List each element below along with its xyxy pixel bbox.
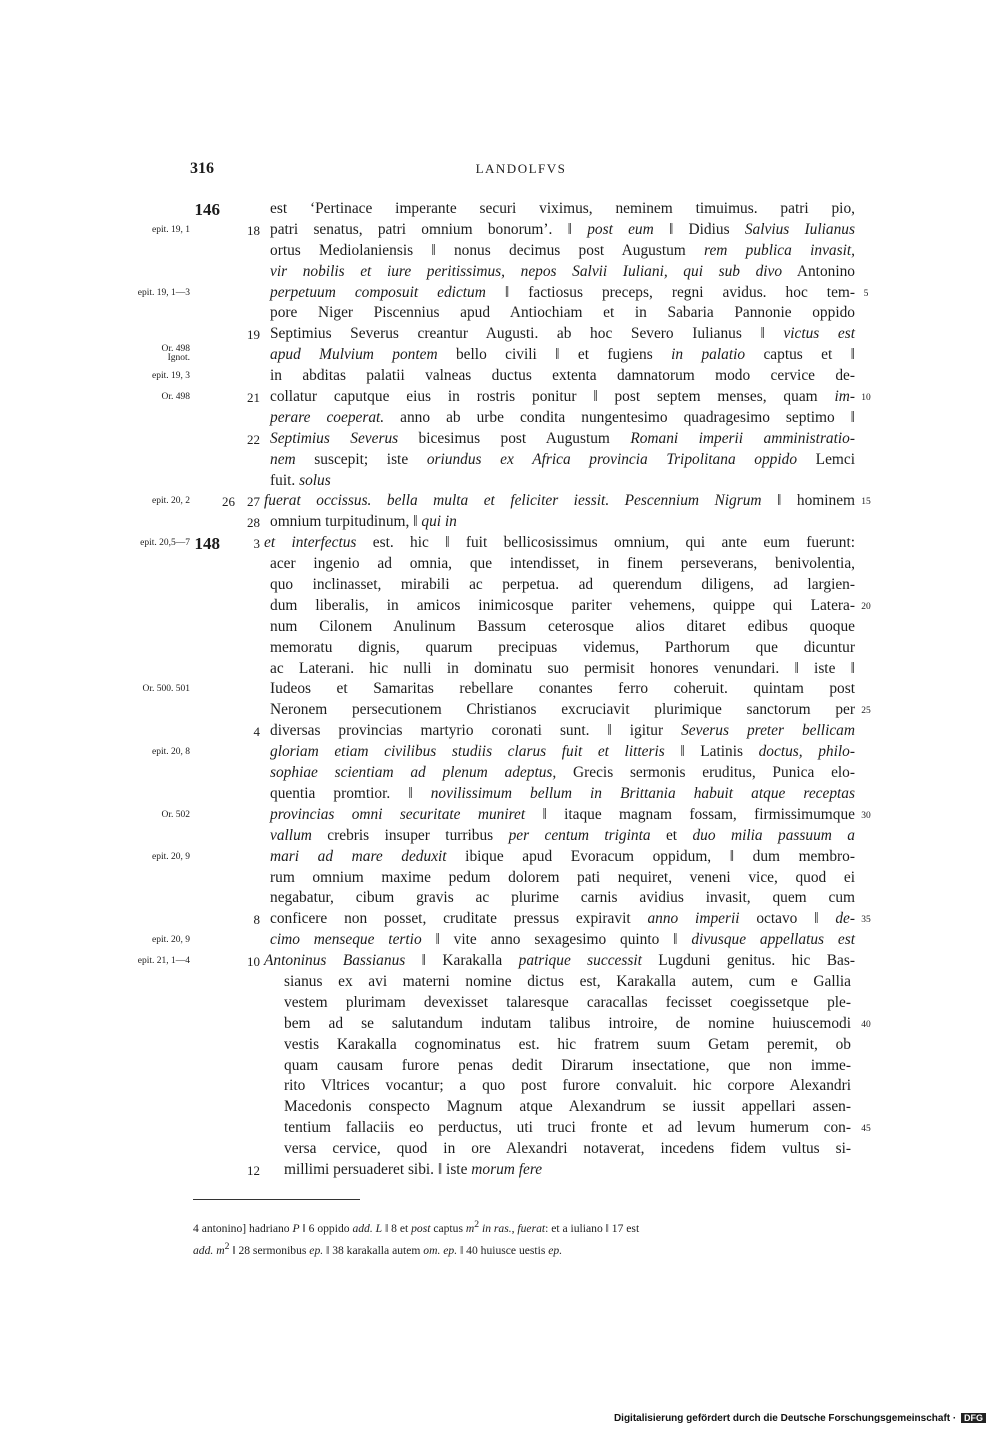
line-number: 30 <box>861 810 871 821</box>
text-line <box>0 930 1000 951</box>
verse-number: 3 <box>253 536 260 552</box>
margin-reference-line: Ignot. <box>167 353 190 364</box>
text-line <box>0 471 1000 492</box>
text-line <box>0 721 1000 742</box>
text-line-content: perare coeperat. anno ab urbe condita nungentesimo quadragesimo septimo ‖ <box>270 408 855 426</box>
text-line <box>0 1014 1000 1035</box>
text-line-content: in abditas palatii valneas ductus extenta damnatorum modo cervice de- <box>270 367 855 385</box>
apparatus-line: 4 antonino] hadriano P ‖ 6 oppido add. L ‖ 8 et post captus $m^2$ in ras., fuerat: et a iuliano ‖ 17 est <box>193 1219 640 1235</box>
running-title: LANDOLFVS <box>475 161 567 176</box>
text-line-content: sophiae scientiam ad plenum adeptus, Grecis sermonis eruditus, Punica elo- <box>270 764 855 782</box>
text-line-content: ortus Mediolaniensis ‖ nonus decimus post Augustum rem publica invasit, <box>270 241 855 259</box>
text-line-content: tentium fallaciis eo perductus, uti truci fronte et ad levum humerum con- <box>284 1119 851 1137</box>
text-line <box>0 1076 1000 1097</box>
text-line <box>0 512 1000 533</box>
main-text <box>0 199 1000 1181</box>
text-line-content: gloriam etiam civilibus studiis clarus fuit et litteris ‖ Latinis doctus, philo- <box>270 743 855 761</box>
line-number: 40 <box>861 1019 871 1030</box>
text-line <box>0 784 1000 805</box>
text-line-content: perpetuum composuit edictum ‖ factiosus preceps, regni avidus. hoc tem- <box>270 283 856 301</box>
text-line <box>0 638 1000 659</box>
text-line <box>0 972 1000 993</box>
page-header <box>190 160 852 182</box>
text-line-content: dum liberalis, in amicos inimicosque pariter vehemens, quippe qui Latera- <box>270 596 855 614</box>
text-line-content: diversas provincias martyrio coronati sunt. ‖ igitur Severus preter bellicam <box>270 722 855 740</box>
margin-reference: Or. 502 <box>161 809 190 820</box>
text-line <box>0 617 1000 638</box>
verse-number: 4 <box>253 724 260 740</box>
margin-reference: epit. 20, 9 <box>152 935 190 946</box>
text-line-content: cimo menseque tertio ‖ vite anno sexagesimo quinto ‖ divusque appellatus est <box>270 931 855 949</box>
text-line <box>0 826 1000 847</box>
text-line <box>0 1035 1000 1056</box>
verse-number: 28 <box>247 515 260 531</box>
text-line <box>0 283 1000 304</box>
text-line <box>0 1097 1000 1118</box>
funding-footer <box>614 1413 986 1424</box>
text-line-content: vestem plurimam devexisset talaresque caracallas fecisset coegissetque ple- <box>284 993 851 1011</box>
text-line-content: rito Vltrices vocantur; a quo post furore convaluit. hic corpore Alexandri <box>284 1077 851 1095</box>
margin-reference: epit. 20,5—7 <box>140 538 190 549</box>
apparatus-rule <box>193 1199 360 1200</box>
text-line-content: Iudeos et Samaritas rebellare conantes ferro coheruit. quintam post <box>270 680 855 698</box>
margin-reference: epit. 19, 3 <box>152 371 190 382</box>
text-line <box>0 575 1000 596</box>
text-line <box>0 324 1000 345</box>
text-line-content: provincias omni securitate muniret ‖ itaque magnam fossam, firmissimumque <box>270 805 855 823</box>
line-number: 25 <box>861 706 871 717</box>
line-number: 20 <box>861 601 871 612</box>
verse-number: 8 <box>253 912 260 928</box>
margin-reference: epit. 20, 8 <box>152 747 190 758</box>
text-line <box>0 387 1000 408</box>
text-line-content: ac Laterani. hic nulli in dominatu suo permisit honores venundari. ‖ iste ‖ <box>270 659 855 677</box>
page-number: 316 <box>190 160 214 177</box>
text-line <box>0 366 1000 387</box>
text-line <box>0 847 1000 868</box>
margin-reference-line: Or. 498 <box>161 344 190 355</box>
text-line <box>0 596 1000 617</box>
text-line <box>0 303 1000 324</box>
text-line <box>0 220 1000 241</box>
text-line-content: Septimius Severus bicesimus post Augustum Romani imperii amministratio- <box>270 429 856 447</box>
text-line <box>0 993 1000 1014</box>
text-line-content: quam causam furore penas dedit Dirarum insectatione, que non imme- <box>284 1056 851 1074</box>
text-line-content: versa cervice, quod in ore Alexandri notaverat, incedens fidem vultus si- <box>284 1140 851 1158</box>
text-line <box>0 700 1000 721</box>
text-line <box>0 909 1000 930</box>
text-line-content: bem ad se salutandum indutam talibus introire, de nomine huiuscemodi <box>284 1014 851 1032</box>
text-line <box>0 554 1000 575</box>
text-line-content: fuerat occissus. bella multa et feliciter iessit. Pescennium Nigrum ‖ hominem <box>264 492 856 510</box>
text-line-content: Septimius Severus creantur Augusti. ab hoc Severo Iulianus ‖ victus est <box>270 325 856 343</box>
margin-reference <box>110 345 190 363</box>
text-line-content: et interfectus est. hic ‖ fuit bellicosissimus omnium, qui ante eum fuerunt: <box>264 534 855 552</box>
text-line-content: Neronem persecutionem Christianos excruciavit plurimique sanctorum per <box>270 701 855 719</box>
text-line <box>0 491 1000 512</box>
dfg-logo: DFG <box>961 1413 986 1423</box>
margin-reference: epit. 19, 1 <box>152 224 190 235</box>
apparatus-line: add. $m^2$ ‖ 28 sermonibus ep. ‖ 38 karakalla autem om. ep. ‖ 40 huiusce uestis ep. <box>193 1240 563 1257</box>
text-line <box>0 868 1000 889</box>
verse-number: 10 <box>247 954 260 970</box>
margin-reference: epit. 20, 2 <box>152 496 190 507</box>
text-line-content: conficere non posset, cruditate pressus expiravit anno imperii octavo ‖ de- <box>270 910 856 928</box>
text-line <box>0 1118 1000 1139</box>
text-line-content: mari ad mare deduxit ibique apud Evoracum oppidum, ‖ dum membro- <box>270 847 855 865</box>
verse-number: 21 <box>247 390 260 406</box>
text-line-content: Macedonis conspecto Magnum atque Alexandrum se iussit appellari assen- <box>284 1098 851 1116</box>
chapter-number: 146 <box>194 200 220 219</box>
text-line <box>0 533 1000 554</box>
text-line-content: rum omnium maxime pedum dolorem pati nequiret, veneni vice, quod ei <box>270 868 855 886</box>
text-line-content: fuit. solus <box>270 471 331 489</box>
text-line <box>0 679 1000 700</box>
text-line <box>0 951 1000 972</box>
text-line-content: vestis Karakalla cognominatus est. hic fratrem suum Getam peremit, ob <box>284 1035 851 1053</box>
text-line <box>0 659 1000 680</box>
text-line <box>0 429 1000 450</box>
margin-reference: epit. 21, 1—4 <box>137 956 190 967</box>
text-line-content: negabatur, cibum gravis ac plurime carnis avidius invasit, quem cum <box>270 889 855 907</box>
column-number: 26 <box>222 494 235 510</box>
text-line-content: vallum crebris insuper turribus per centum triginta et duo milia passuum a <box>270 826 856 844</box>
text-line-content: omnium turpitudinum, ‖ qui in <box>270 513 457 531</box>
critical-apparatus <box>193 1216 855 1260</box>
text-line-content: collatur caputque eius in rostris ponitur ‖ post septem menses, quam im- <box>270 388 855 406</box>
text-line <box>0 763 1000 784</box>
margin-reference: epit. 20, 9 <box>152 851 190 862</box>
text-line <box>0 1139 1000 1160</box>
line-number: 35 <box>861 915 871 926</box>
line-number: 10 <box>861 393 871 404</box>
text-line-content: quentia promtior. ‖ novilissimum bellum in Brittania habuit atque receptas <box>270 784 855 802</box>
text-line <box>0 345 1000 366</box>
line-number: 15 <box>861 497 871 508</box>
text-line-content: sianus ex avi materni nomine dictus est, Karakalla autem, cum e Gallia <box>284 972 851 990</box>
text-line <box>0 888 1000 909</box>
funding-text: Digitalisierung gefördert durch die Deutsche Forschungsgemeinschaft · <box>613 1413 957 1424</box>
text-line <box>0 805 1000 826</box>
text-line-content: nem suscepit; iste oriundus ex Africa provincia Tripolitana oppido Lemci <box>270 450 855 468</box>
text-line-content: patri senatus, patri omnium bonorum’. ‖ post eum ‖ Didius Salvius Iulianus <box>270 220 855 238</box>
text-line <box>0 241 1000 262</box>
text-line-content: Antoninus Bassianus ‖ Karakalla patrique successit Lugduni genitus. hic Bas- <box>264 952 855 970</box>
margin-reference: epit. 19, 1—3 <box>137 287 190 298</box>
verse-number: 27 <box>247 494 260 510</box>
text-line <box>0 742 1000 763</box>
margin-reference: Or. 498 <box>161 392 190 403</box>
text-line-content: acer ingenio ad omnia, que intendisset, in finem perseverans, benivolentia, <box>270 555 855 573</box>
text-line-content: quo inclinasset, mirabili ac perpetua. ad querendum diligens, ad largien- <box>270 576 855 594</box>
text-line <box>0 408 1000 429</box>
verse-number: 22 <box>247 431 260 447</box>
text-line-content: vir nobilis et iure peritissimus, nepos Salvii Iuliani, qui sub divo Antonino <box>270 262 855 280</box>
text-line-content: pore Niger Piscennius apud Antiochiam et in Sabaria Pannonie oppido <box>270 304 855 322</box>
margin-reference: Or. 500. 501 <box>142 684 190 695</box>
line-number: 45 <box>861 1124 871 1135</box>
verse-number: 19 <box>247 327 260 343</box>
text-line <box>0 450 1000 471</box>
line-number: 5 <box>863 288 869 299</box>
text-line <box>0 199 1000 220</box>
verse-number: 18 <box>247 222 260 238</box>
text-line-content: millimi persuaderet sibi. ‖ iste morum fere <box>284 1160 543 1178</box>
text-line-content: memoratu dignis, quarum precipuas videmus, Parthorum que dicuntur <box>270 638 855 656</box>
chapter-number: 148 <box>194 534 220 554</box>
text-line <box>0 1160 1000 1181</box>
verse-number: 12 <box>247 1162 260 1178</box>
text-line <box>0 1056 1000 1077</box>
text-line <box>0 262 1000 283</box>
text-line-content: apud Mulvium pontem bello civili ‖ et fugiens in palatio captus et ‖ <box>270 346 856 364</box>
text-line-content: est ‘Pertinace imperante securi viximus, neminem timuimus. patri pio, <box>270 200 855 217</box>
text-line-content: num Cilonem Anulinum Bassum ceterosque alios ditaret edibus quoque <box>270 617 855 635</box>
